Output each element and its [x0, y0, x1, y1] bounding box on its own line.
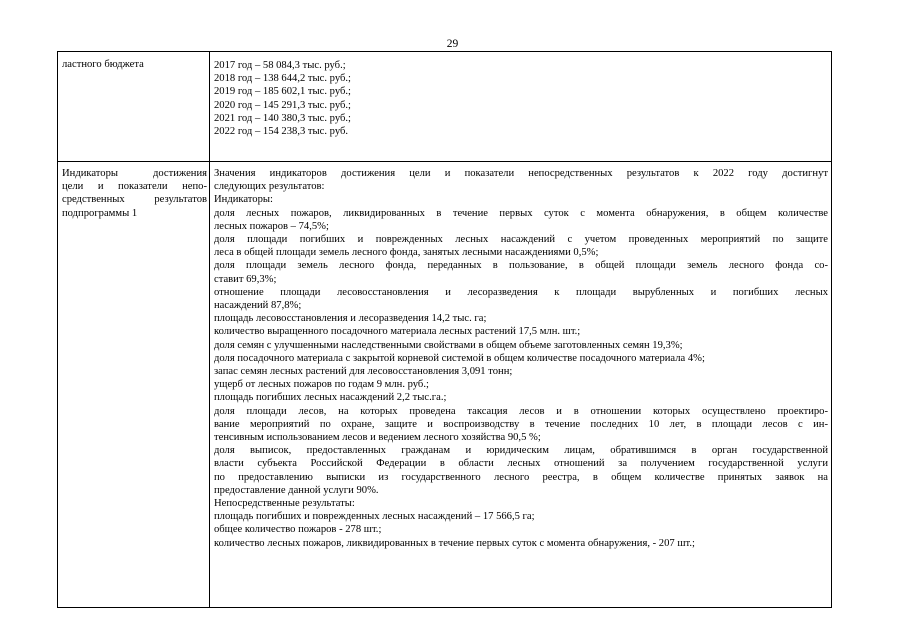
row-label-text: ластного бюджета — [62, 59, 144, 70]
indicator-text-line: доля площади лесов, на которых проведена таксация лесов и в отношении которых осуществлено проектиро- — [214, 405, 828, 417]
row-label-indicators — [58, 162, 210, 608]
page-number: 29 — [446, 38, 459, 50]
indicator-text-line: количество лесных пожаров, ликвидированных в течение первых суток с момента обнаружения, - 207 шт.; — [214, 537, 695, 549]
indicator-text-line: доля лесных пожаров, ликвидированных в течение первых суток с момента обнаружения, в общем количестве — [214, 207, 828, 219]
indicator-text-line: вание мероприятий по охране, защите и воспроизводству в течение последних 10 лет, в площади лесов с ин- — [214, 418, 828, 430]
table-row-indicators — [58, 162, 832, 608]
table-row-budget — [58, 52, 832, 162]
indicator-text-line: доля выписок, предоставленных гражданам и юридическим лицам, обратившимся в орган государственной — [214, 445, 828, 457]
indicator-text-line: ущерб от лесных пожаров по годам 9 млн. руб.; — [214, 379, 429, 391]
indicator-text-line: лесных пожаров – 74,5%; — [214, 220, 329, 232]
indicator-text-line: площадь погибших и поврежденных лесных насаждений – 17 566,5 га; — [214, 511, 535, 523]
budget-year-line: 2018 год – 138 644,2 тыс. руб.; — [214, 73, 351, 85]
indicator-text-line: предоставление данной услуги 90%. — [214, 484, 379, 496]
indicator-text-line: доля семян с улучшенными наследственными свойствами в общем объеме заготовленных семян 19,3%; — [214, 339, 683, 351]
row-label-line: Индикаторы достижения — [62, 168, 207, 179]
indicator-text-line: общее количество пожаров - 278 шт.; — [214, 524, 382, 536]
indicator-text-line: следующих результатов: — [214, 181, 325, 193]
budget-year-line: 2017 год – 58 084,3 тыс. руб.; — [214, 60, 346, 71]
indicator-text-line: доля посадочного материала с закрытой корневой системой в общем количестве посадочного материала 4%; — [214, 352, 705, 364]
indicator-text-line: насаждений 87,8%; — [214, 300, 302, 312]
row-label-line: средственных результатов — [62, 194, 207, 206]
indicator-text-line: запас семян лесных растений для лесовосстановления 3,091 тонн; — [214, 366, 513, 378]
indicator-text-line: отношение площади лесовосстановления и лесоразведения к площади вырубленных и погибших лесных — [214, 286, 828, 298]
indicator-text-line: власти субъекта Российской Федерации в области лесных отношений за получением государственной услуги — [214, 458, 828, 470]
indicator-text-line: доля площади земель лесного фонда, переданных в пользование, в общей площади земель лесного фонда со- — [214, 260, 828, 272]
indicator-text-line: площадь погибших лесных насаждений 2,2 тыс.га.; — [214, 392, 447, 404]
indicator-text-line: Индикаторы: — [214, 194, 273, 206]
indicator-text-line: леса в общей площади земель лесного фонда, занятых лесными насаждениями 0,5%; — [214, 247, 599, 259]
row-label-budget — [58, 52, 210, 162]
indicator-text-line: Непосредственные результаты: — [214, 498, 355, 510]
row-label-line: подпрограммы 1 — [62, 207, 138, 219]
row-label-line: цели и показатели непо- — [62, 181, 207, 193]
indicator-text-line: тенсивным использованием лесов и ведением лесного хозяйства 90,5 %; — [214, 432, 541, 444]
budget-year-line: 2019 год – 185 602,1 тыс. руб.; — [214, 86, 351, 98]
indicator-text-line: количество выращенного посадочного материала лесных растений 17,5 млн. шт.; — [214, 326, 581, 338]
budget-year-line: 2021 год – 140 380,3 тыс. руб.; — [214, 112, 351, 124]
indicator-text-line: ставит 69,3%; — [214, 273, 277, 285]
indicator-text-line: по предоставлению выписки из государственного лесного реестра, в общем количестве принятых заявок на — [214, 471, 828, 483]
indicator-text-line: Значения индикаторов достижения цели и показатели непосредственных результатов к 2022 году достигнут — [214, 168, 828, 179]
indicator-text-line: доля площади погибших и поврежденных лесных насаждений с учетом проведенных мероприятий по защите — [214, 234, 828, 246]
budget-year-line: 2020 год – 145 291,3 тыс. руб.; — [214, 99, 351, 111]
budget-year-line: 2022 год – 154 238,3 тыс. руб. — [214, 126, 349, 138]
budget-by-year-cell — [210, 52, 832, 162]
indicators-cell — [210, 162, 832, 608]
indicator-text-line: площадь лесовосстановления и лесоразведения 14,2 тыс. га; — [214, 313, 487, 325]
program-passport-table — [57, 51, 832, 608]
